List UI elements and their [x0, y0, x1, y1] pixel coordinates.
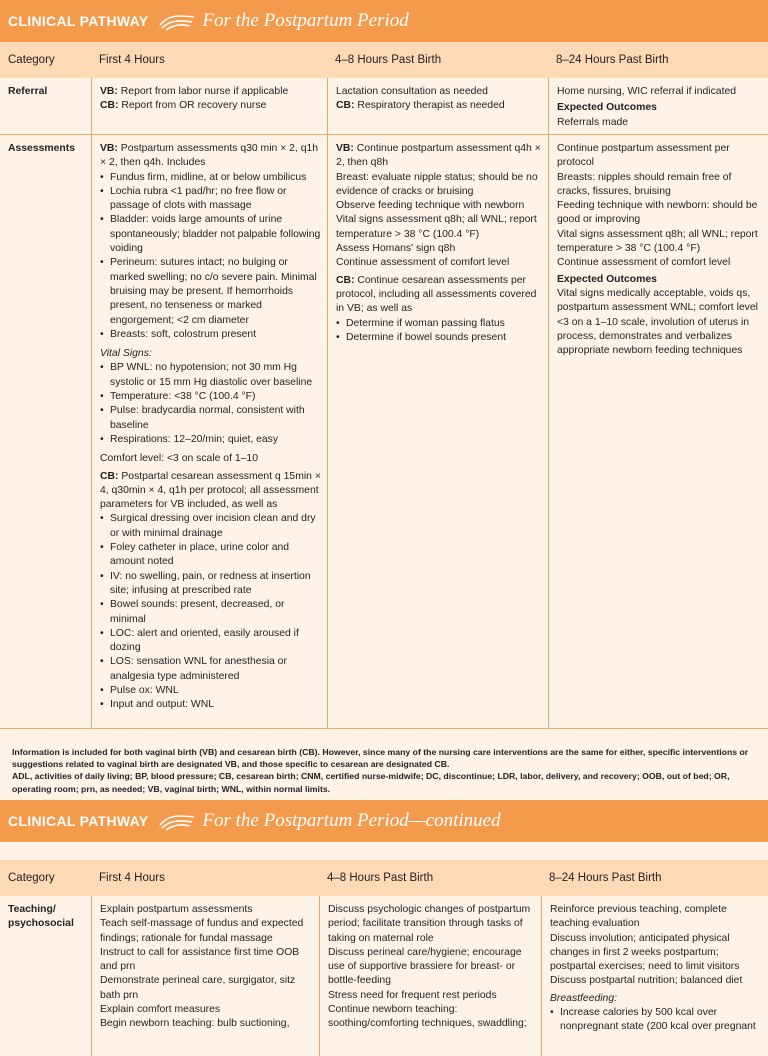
list-item: • Increase calories by 500 kcal over nonpregnant state (200 kcal over pregnant	[550, 1006, 762, 1035]
referral-8-24: Home nursing, WIC referral if indicated Expected Outcomes Referrals made	[548, 78, 768, 134]
row-referral	[0, 78, 768, 134]
banner-label: CLINICAL PATHWAY	[8, 13, 149, 29]
table-header	[0, 860, 768, 896]
section-banner	[0, 800, 768, 842]
list-item: • BP WNL: no hypotension; not 30 mm Hg systolic or 15 mm Hg diastolic over baseline	[100, 361, 321, 390]
swirl-icon	[158, 11, 196, 31]
referral-first-4: VB: Report from labor nurse if applicable CB: Report from OR recovery nurse	[91, 78, 327, 134]
list-item: • Perineum: sutures intact; no bulging or marked swelling; no c/o severe pain. Minimal bruising may be present. If hemorrhoids present, no tenseness or marked engorgement; <2 cm diameter	[100, 256, 321, 327]
list-item: • Pulse ox: WNL	[100, 684, 321, 698]
list-item: • LOC: alert and oriented, easily aroused if dozing	[100, 627, 321, 656]
list-item: • Determine if woman passing flatus	[336, 317, 542, 331]
list-item: • Breasts: soft, colostrum present	[100, 328, 321, 342]
list-item: • IV: no swelling, pain, or redness at insertion site; infusing at prescribed rate	[100, 570, 321, 599]
table-header	[0, 42, 768, 78]
list-item: • LOS: sensation WNL for anesthesia or analgesia type administered	[100, 655, 321, 684]
list-item: • Fundus firm, midline, at or below umbilicus	[100, 171, 321, 185]
pathway-section-2	[0, 800, 768, 1056]
list-item: • Input and output: WNL	[100, 698, 321, 712]
swirl-icon	[158, 811, 196, 831]
header-first-4-hours: First 4 Hours	[99, 872, 165, 884]
list-item: • Surgical dressing over incision clean and dry or with minimal drainage	[100, 512, 321, 541]
referral-4-8: Lactation consultation as needed CB: Respiratory therapist as needed	[327, 78, 548, 134]
list-item: • Respirations: 12–20/min; quiet, easy	[100, 433, 321, 447]
header-first-4-hours: First 4 Hours	[99, 54, 165, 66]
teaching-8-24: Reinforce previous teaching, complete teaching evaluation Discuss involution; anticipated physical changes in first 2 weeks postpartum; postpartal exercises; need to limit visitors Discuss postpartal nutrition; balanced diet Breastfeeding: • Increase calories by 500 kcal over nonpregnant state (200 kcal over pregnant	[541, 896, 768, 1056]
list-item: • Pulse: bradycardia normal, consistent with baseline	[100, 404, 321, 433]
assessments-8-24: Continue postpartum assessment per protocol Breasts: nipples should remain free of cracks, fissures, bruising Feeding technique with newborn: should be good or improving Vital signs assessment q8h; all WNL; report temperature > 38 °C (100.4 °F) Continue assessment of comfort level Expected Outcomes Vital signs medically acceptable, voids qs, postpartum assessment WNL; comfort level <3 on a 1–10 scale, involution of uterus in process, demonstrates and verbalizes appropriate newborn feeding techniques	[548, 135, 768, 728]
header-4-8-hours: 4–8 Hours Past Birth	[335, 54, 442, 66]
footnotes: Information is included for both vaginal birth (VB) and cesarean birth (CB). However, since many of the nursing care interventions are the same for either, specific interventions or suggestions related to vaginal birth are designated VB, and those specific to cesarean are designated CB. ADL, activities of daily living; BP, blood pressure; CB, cesarean birth; CNM, certified nurse-midwife; DC, discontinue; LDR, labor, delivery, and recovery; OOB, out of bed; OR, operating room; prn, as needed; VB, vaginal birth; WNL, within normal limits.	[12, 747, 749, 794]
banner-title: For the Postpartum Period	[202, 10, 409, 31]
list-item: • Bladder: voids large amounts of urine spontaneously; bladder not palpable following voiding	[100, 213, 321, 256]
banner-title: For the Postpartum Period—continued	[202, 810, 501, 831]
header-category: Category	[8, 54, 55, 66]
banner-label: CLINICAL PATHWAY	[8, 813, 149, 829]
list-item: • Foley catheter in place, urine color and amount noted	[100, 541, 321, 570]
row-teaching	[0, 896, 768, 1056]
header-4-8-hours: 4–8 Hours Past Birth	[327, 872, 434, 884]
row-assessments	[0, 135, 768, 728]
teaching-first-4: Explain postpartum assessments Teach self-massage of fundus and expected findings; rationale for fundal massage Instruct to call for assistance first time OOB and prn Demonstrate perineal care, surgigator, sitz bath prn Explain comfort measures Begin newborn teaching: bulb suctioning,	[91, 896, 319, 1056]
list-item: • Determine if bowel sounds present	[336, 331, 542, 345]
list-item: • Temperature: <38 °C (100.4 °F)	[100, 390, 321, 404]
assessments-4-8: VB: Continue postpartum assessment q4h × 2, then q8h Breast: evaluate nipple status; should be no evidence of cracks or bruising Observe feeding technique with newborn Vital signs assessment q8h; all WNL; report temperature > 38 °C (100.4 °F) Assess Homans' sign q8h Continue assessment of comfort level CB: Continue cesarean assessments per protocol, including all assessments covered in VB; as well as • Determine if woman passing flatus • Determine if bowel sounds present	[327, 135, 548, 728]
header-category: Category	[8, 872, 55, 884]
header-8-24-hours: 8–24 Hours Past Birth	[556, 54, 669, 66]
section-banner	[0, 0, 768, 42]
category-referral: Referral	[8, 86, 48, 97]
teaching-4-8: Discuss psychologic changes of postpartum period; facilitate transition through tasks of taking on maternal role Discuss perineal care/hygiene; encourage use of supportive brassiere for breast- or bottle-feeding Stress need for frequent rest periods Continue newborn teaching: soothing/comforting techniques, swaddling;	[319, 896, 541, 1056]
list-item: • Bowel sounds: present, decreased, or minimal	[100, 598, 321, 627]
category-teaching: Teaching/ psychosocial	[8, 904, 74, 930]
list-item: • Lochia rubra <1 pad/hr; no free flow or passage of clots with massage	[100, 185, 321, 214]
category-assessments: Assessments	[8, 143, 76, 154]
header-8-24-hours: 8–24 Hours Past Birth	[549, 872, 662, 884]
assessments-first-4: VB: Postpartum assessments q30 min × 2, q1h × 2, then q4h. Includes • Fundus firm, midline, at or below umbilicus • Lochia rubra <1 pad/hr; no free flow or passage of clots with massage • Bladder: voids large amounts of urine spontaneously; bladder not palpable following voiding • Perineum: sutures intact; no bulging or marked swelling; no c/o severe pain. Minimal bruising may be present. If hemorrhoids present, no tenseness or marked engorgement; <2 cm diameter • Breasts: soft, colostrum present Vital Signs: • BP WNL: no hypotension; not 30 mm Hg systolic or 15 mm Hg diastolic over baseline • Temperature: <38 °C (100.4 °F) • Pulse: bradycardia normal, consistent with baseline • Respirations: 12–20/min; quiet, easy Comfort level: <3 on scale of 1–10 CB: Postpartal cesarean assessment q 15min × 4, q30min × 4, q1h per protocol; all assessment parameters for VB included, as well as • Surgical dressing over incision clean and dry or with minimal drainage • Foley catheter in place, urine color and amount noted • IV: no swelling, pain, or redness at insertion site; infusing at prescribed rate • Bowel sounds: present, decreased, or minimal • LOC: alert and oriented, easily aroused if dozing • LOS: sensation WNL for anesthesia or analgesia type administered • Pulse ox: WNL • Input and output: WNL	[91, 135, 327, 728]
